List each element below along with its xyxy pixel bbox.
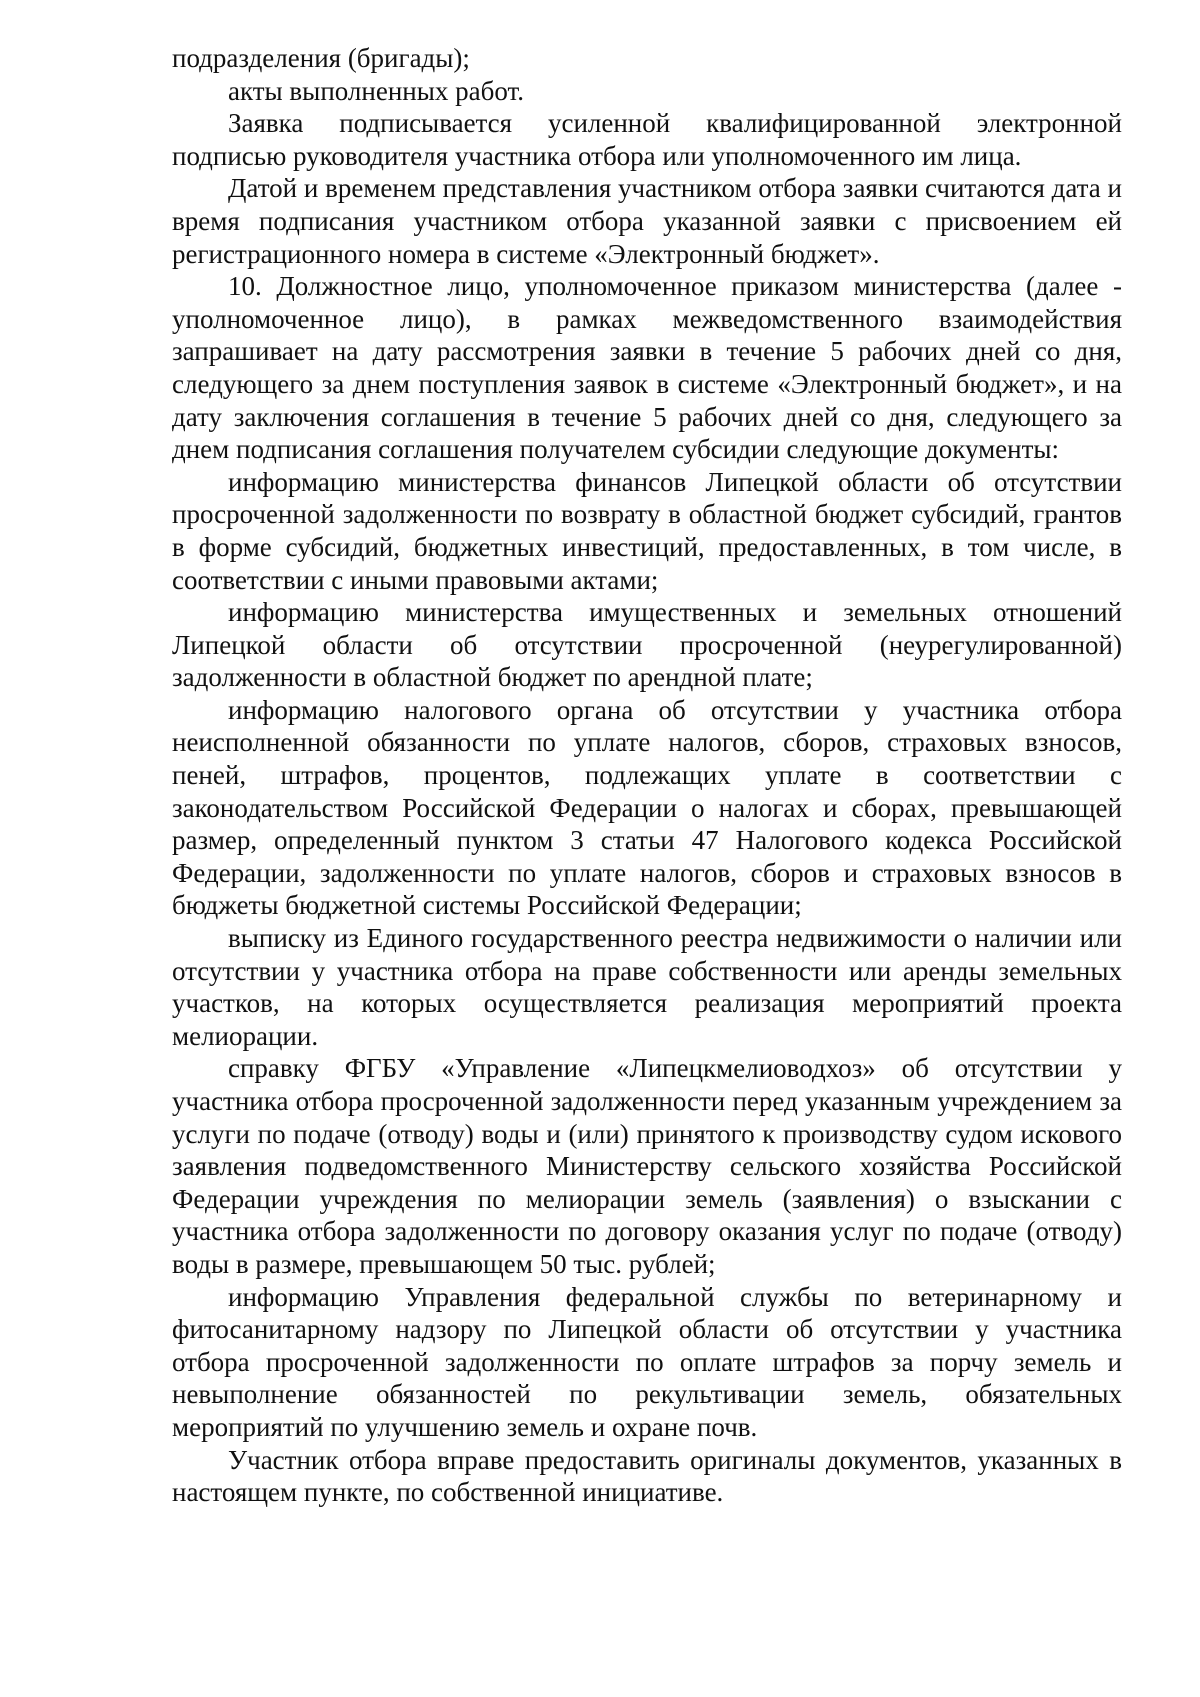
- paragraph-originals-right: Участник отбора вправе предоставить оригиналы документов, указанных в настоящем пункте, по собственной инициативе.: [172, 1444, 1122, 1508]
- paragraph-submission-date: Датой и временем представления участником отбора заявки считаются дата и время подписания участником отбора указанной заявки с присвоением ей регистрационного номера в системе «Электронный бюджет».: [172, 173, 1122, 269]
- paragraph-real-estate-extract: выписку из Единого государственного реестра недвижимости о наличии или отсутствии у участника отбора на праве собственности или аренды земельных участков, на которых осуществляется реализация мероприятий проекта мелиорации.: [172, 923, 1122, 1051]
- paragraph-melioration-certificate: справку ФГБУ «Управление «Липецкмелиоводхоз» об отсутствии у участника отбора просроченной задолженности перед указанным учреждением за услуги по подаче (отводу) воды и (или) принятого к производству судом искового заявления подведомственного Министерству сельского хозяйства Российской Федерации учреждения по мелиорации земель (заявления) о взыскании с участника отбора задолженности по договору оказания услуг по подаче (отводу) воды в размере, превышающем 50 тыс. рублей;: [172, 1053, 1122, 1279]
- paragraph-continuation: подразделения (бригады);: [172, 43, 470, 73]
- paragraph-veterinary-info: информацию Управления федеральной службы по ветеринарному и фитосанитарному надзору по Липецкой области об отсутствии у участника отбора просроченной задолженности по оплате штрафов за порчу земель и невыполнение обязанностей по рекультивации земель, обязательных мероприятий по улучшению земель и охране почв.: [172, 1281, 1122, 1442]
- paragraph-property-ministry-info: информацию министерства имущественных и земельных отношений Липецкой области об отсутствии просроченной (неурегулированной) задолженности в областной бюджет по арендной плате;: [172, 597, 1122, 693]
- document-page: [172, 42, 1122, 1509]
- paragraph-tax-authority-info: информацию налогового органа об отсутствии у участника отбора неисполненной обязанности по уплате налогов, сборов, страховых взносов, пеней, штрафов, процентов, подлежащих уплате в соответствии с законодательством Российской Федерации о налогах и сборах, превышающей размер, определенный пунктом 3 статьи 47 Налогового кодекса Российской Федерации, задолженности по уплате налогов, сборов и страховых взносов в бюджеты бюджетной системы Российской Федерации;: [172, 694, 1122, 921]
- paragraph-section-10: 10. Должностное лицо, уполномоченное приказом министерства (далее - уполномоченное лицо), в рамках межведомственного взаимодействия запрашивает на дату рассмотрения заявки в течение 5 рабочих дней со дня, следующего за днем поступления заявок в системе «Электронный бюджет», и на дату заключения соглашения в течение 5 рабочих дней со дня, следующего за днем подписания соглашения получателем субсидии следующие документы:: [172, 271, 1122, 465]
- paragraph-work-acts: акты выполненных работ.: [228, 75, 524, 106]
- paragraph-signature: Заявка подписывается усиленной квалифицированной электронной подписью руководителя участника отбора или уполномоченного им лица.: [172, 108, 1122, 171]
- paragraph-finance-ministry-info: информацию министерства финансов Липецкой области об отсутствии просроченной задолженности по возврату в областной бюджет субсидий, грантов в форме субсидий, бюджетных инвестиций, предоставленных, в том числе, в соответствии с иными правовыми актами;: [172, 466, 1122, 595]
